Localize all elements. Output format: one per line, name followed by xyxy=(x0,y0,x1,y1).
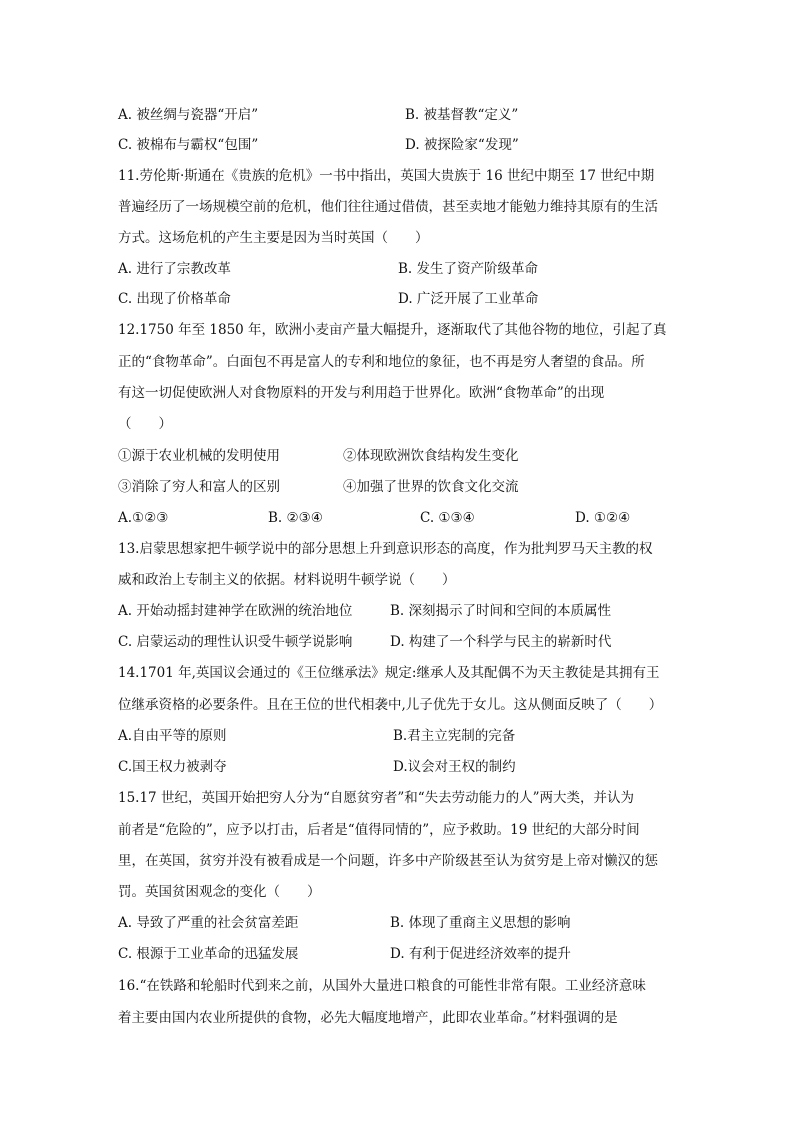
q10-option-a: A. 被丝绸与瓷器“开启” xyxy=(118,107,259,123)
q12-stem-line-1: 12.1750 年至 1850 年，欧洲小麦亩产量大幅提升，逐渐取代了其他谷物的地位，引起了真 xyxy=(118,322,667,338)
q11-option-b: B. 发生了资产阶级革命 xyxy=(398,261,539,277)
q15-option-a: A. 导致了严重的社会贫富差距 xyxy=(118,915,299,931)
q12-option-d: D. ①②④ xyxy=(575,510,631,526)
q14-option-c: C.国王权力被剥夺 xyxy=(118,759,227,775)
q15-stem-line-2: 前者是“危险的”，应予以打击，后者是“值得同情的”，应予救助。19 世纪的大部分时间 xyxy=(118,822,640,838)
q13-option-b: B. 深刻揭示了时间和空间的本质属性 xyxy=(390,603,612,619)
q12-option-b: B. ②③④ xyxy=(268,510,323,526)
q13-option-d: D. 构建了一个科学与民主的崭新时代 xyxy=(390,634,612,650)
q12-stem-line-2: 正的“食物革命”。白面包不再是富人的专利和地位的象征，也不再是穷人奢望的食品。所 xyxy=(118,354,645,370)
q12-option-a: A.①②③ xyxy=(118,510,169,526)
q12-statement-4: ④加强了世界的饮食文化交流 xyxy=(343,479,519,495)
q15-stem-line-3: 里，在英国，贫穷并没有被看成是一个问题，许多中产阶级甚至认为贫穷是上帝对懒汉的惩 xyxy=(118,853,658,869)
q11-option-c: C. 出现了价格革命 xyxy=(118,291,231,307)
q13-option-a: A. 开始动摇封建神学在欧洲的统治地位 xyxy=(118,603,353,619)
q10-option-c: C. 被棉布与霸权“包围” xyxy=(118,137,259,153)
q16-stem-line-2: 着主要由国内农业所提供的食物，必先大幅度地增产，此即农业革命。”材料强调的是 xyxy=(118,1010,618,1026)
q13-stem-line-1: 13.启蒙思想家把牛顿学说中的部分思想上升到意识形态的高度，作为批判罗马天主教的权 xyxy=(118,541,653,557)
q13-stem-line-2: 威和政治上专制主义的依据。材料说明牛顿学说（ ） xyxy=(118,572,456,588)
q13-option-c: C. 启蒙运动的理性认识受牛顿学说影响 xyxy=(118,634,353,650)
q11-stem-line-2: 普遍经历了一场规模空前的危机，他们往往通过借债，甚至卖地才能勉力维持其原有的生活 xyxy=(118,199,658,215)
q14-option-d: D.议会对王权的制约 xyxy=(393,759,516,775)
q12-statement-1: ①源于农业机械的发明使用 xyxy=(118,448,280,464)
q14-stem-line-1: 14.1701 年,英国议会通过的《王位继承法》规定:继承人及其配偶不为天主教徒是其拥有王 xyxy=(118,665,660,681)
q12-statement-2: ②体现欧洲饮食结构发生变化 xyxy=(343,448,519,464)
q15-stem-line-1: 15.17 世纪，英国开始把穷人分为“自愿贫穷者”和“失去劳动能力的人”两大类，并认为 xyxy=(118,790,635,806)
q14-option-b: B.君主立宪制的完备 xyxy=(393,728,516,744)
q11-option-d: D. 广泛开展了工业革命 xyxy=(398,291,539,307)
q10-option-d: D. 被探险家“发现” xyxy=(405,137,519,153)
q15-option-d: D. 有利于促进经济效率的提升 xyxy=(390,946,571,962)
q14-stem-line-2: 位继承资格的必要条件。且在王位的世代相袭中,儿子优先于女儿。这从侧面反映了（ ） xyxy=(118,697,663,713)
q10-option-b: B. 被基督教“定义” xyxy=(405,107,519,123)
q15-stem-line-4: 罚。英国贫困观念的变化（ ） xyxy=(118,884,321,900)
q14-option-a: A.自由平等的原则 xyxy=(118,728,227,744)
q15-option-b: B. 体现了重商主义思想的影响 xyxy=(390,915,571,931)
q12-stem-line-3: 有这一切促使欧洲人对食物原料的开发与利用趋于世界化。欧洲“食物革命”的出现 xyxy=(118,385,605,401)
q11-stem-line-1: 11.劳伦斯·斯通在《贵族的危机》一书中指出，英国大贵族于 16 世纪中期至 17 世纪中期 xyxy=(118,168,655,184)
q11-stem-line-3: 方式。这场危机的产生主要是因为当时英国（ ） xyxy=(118,230,429,246)
q12-stem-line-4: （ ） xyxy=(118,416,172,432)
q11-option-a: A. 进行了宗教改革 xyxy=(118,261,231,277)
q12-statement-3: ③消除了穷人和富人的区别 xyxy=(118,479,280,495)
q15-option-c: C. 根源于工业革命的迅猛发展 xyxy=(118,946,299,962)
q16-stem-line-1: 16.“在铁路和轮船时代到来之前，从国外大量进口粮食的可能性非常有限。工业经济意味 xyxy=(118,978,646,994)
q12-option-c: C. ①③④ xyxy=(420,510,475,526)
